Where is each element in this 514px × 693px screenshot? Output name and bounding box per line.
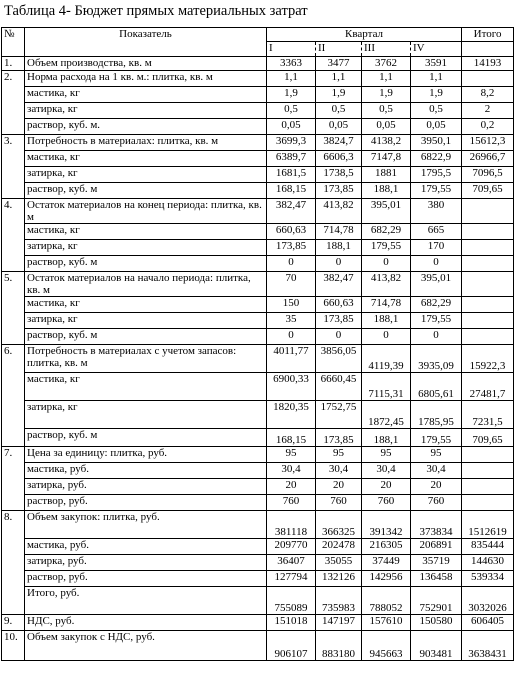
cell-q2: 188,1 [316, 240, 362, 256]
row-number: 8. [2, 511, 25, 615]
table-row [2, 151, 514, 167]
header-indicator: Показатель [25, 28, 267, 57]
table-row [2, 224, 514, 240]
cell-q1: 1,9 [267, 87, 316, 103]
cell-q1: 1681,5 [267, 167, 316, 183]
cell-q3: 788052 [362, 587, 411, 615]
cell-q4: 35719 [411, 555, 462, 571]
cell-q2: 0,5 [316, 103, 362, 119]
cell-total: 1512619 [462, 511, 514, 539]
header-quarter: Квартал [267, 28, 462, 42]
cell-total: 15922,3 [462, 345, 514, 373]
cell-q3: 0 [362, 256, 411, 272]
cell-q2: 883180 [316, 631, 362, 661]
cell-q1: 906107 [267, 631, 316, 661]
cell-q1: 382,47 [267, 199, 316, 224]
cell-q1: 0 [267, 256, 316, 272]
row-label: мастика, кг [25, 373, 267, 401]
row-label: раствор, куб. м. [25, 119, 267, 135]
row-label: затирка, руб. [25, 479, 267, 495]
cell-q4: 20 [411, 479, 462, 495]
cell-q4: 1,9 [411, 87, 462, 103]
cell-q1: 95 [267, 447, 316, 463]
header-total: Итого [462, 28, 514, 42]
cell-q2: 413,82 [316, 199, 362, 224]
cell-q3: 188,1 [362, 313, 411, 329]
cell-q1: 381118 [267, 511, 316, 539]
cell-total: 709,65 [462, 183, 514, 199]
cell-q2: 382,47 [316, 272, 362, 297]
cell-total: 14193 [462, 57, 514, 71]
row-label: Норма расхода на 1 кв. м.: плитка, кв. м [25, 71, 267, 87]
cell-total: 27481,7 [462, 373, 514, 401]
cell-q1: 36407 [267, 555, 316, 571]
cell-q3: 157610 [362, 615, 411, 631]
cell-q1: 660,63 [267, 224, 316, 240]
cell-q4: 179,55 [411, 183, 462, 199]
table-row [2, 373, 514, 401]
cell-total: 709,65 [462, 429, 514, 447]
cell-q4: 682,29 [411, 297, 462, 313]
cell-q3: 1,1 [362, 71, 411, 87]
cell-q3: 7147,8 [362, 151, 411, 167]
cell-total: 15612,3 [462, 135, 514, 151]
row-label: Цена за единицу: плитка, руб. [25, 447, 267, 463]
cell-q4: 1,1 [411, 71, 462, 87]
cell-q2: 735983 [316, 587, 362, 615]
table-row [2, 615, 514, 631]
cell-q4: 3950,1 [411, 135, 462, 151]
cell-q3: 20 [362, 479, 411, 495]
row-number: 2. [2, 71, 25, 135]
cell-q2: 95 [316, 447, 362, 463]
cell-q2: 1738,5 [316, 167, 362, 183]
cell-q4: 136458 [411, 571, 462, 587]
cell-q3: 3762 [362, 57, 411, 71]
cell-q3: 188,1 [362, 183, 411, 199]
cell-q4: 150580 [411, 615, 462, 631]
table-row [2, 479, 514, 495]
row-label: затирка, кг [25, 240, 267, 256]
cell-q4: 380 [411, 199, 462, 224]
cell-q4: 0,05 [411, 119, 462, 135]
cell-q4: 1795,5 [411, 167, 462, 183]
cell-q4: 179,55 [411, 429, 462, 447]
row-number: 6. [2, 345, 25, 447]
row-label: Объем закупок с НДС, руб. [25, 631, 267, 661]
cell-q2: 6606,3 [316, 151, 362, 167]
cell-q3: 945663 [362, 631, 411, 661]
table-row [2, 429, 514, 447]
row-number: 7. [2, 447, 25, 511]
header-q4: IV [411, 42, 462, 57]
cell-q2: 173,85 [316, 429, 362, 447]
cell-q2: 202478 [316, 539, 362, 555]
row-number: 10. [2, 631, 25, 661]
cell-total: 606405 [462, 615, 514, 631]
row-label: затирка, кг [25, 167, 267, 183]
row-label: Потребность в материалах: плитка, кв. м [25, 135, 267, 151]
cell-q1: 168,15 [267, 429, 316, 447]
cell-q3: 4138,2 [362, 135, 411, 151]
table-row [2, 539, 514, 555]
cell-q2: 760 [316, 495, 362, 511]
table-row [2, 463, 514, 479]
cell-q2: 714,78 [316, 224, 362, 240]
cell-total: 0,2 [462, 119, 514, 135]
table-caption: Таблица 4- Бюджет прямых материальных затрат [4, 3, 308, 19]
header-q3: III [362, 42, 411, 57]
cell-q4: 206891 [411, 539, 462, 555]
cell-q4: 395,01 [411, 272, 462, 297]
cell-q3: 1881 [362, 167, 411, 183]
cell-total [462, 224, 514, 240]
cell-total: 8,2 [462, 87, 514, 103]
row-label: раствор, руб. [25, 495, 267, 511]
cell-total [462, 297, 514, 313]
cell-q3: 395,01 [362, 199, 411, 224]
row-label: мастика, руб. [25, 539, 267, 555]
cell-q1: 6389,7 [267, 151, 316, 167]
cell-q1: 760 [267, 495, 316, 511]
cell-q2: 3856,05 [316, 345, 362, 373]
cell-q1: 173,85 [267, 240, 316, 256]
row-number: 5. [2, 272, 25, 345]
cell-total: 26966,7 [462, 151, 514, 167]
cell-q4: 0 [411, 329, 462, 345]
cell-total [462, 463, 514, 479]
row-label: затирка, кг [25, 313, 267, 329]
cell-q4: 0 [411, 256, 462, 272]
cell-q4: 760 [411, 495, 462, 511]
cell-q4: 1785,95 [411, 401, 462, 429]
cell-q4: 6805,61 [411, 373, 462, 401]
table-row [2, 631, 514, 661]
cell-q3: 714,78 [362, 297, 411, 313]
cell-q2: 20 [316, 479, 362, 495]
row-label: Остаток материалов на начало периода: плитка, кв. м [25, 272, 267, 297]
cell-q2: 0 [316, 329, 362, 345]
row-label: раствор, руб. [25, 571, 267, 587]
cell-q1: 755089 [267, 587, 316, 615]
table-row [2, 256, 514, 272]
row-label: мастика, руб. [25, 463, 267, 479]
cell-q1: 150 [267, 297, 316, 313]
cell-q4: 373834 [411, 511, 462, 539]
cell-q2: 3477 [316, 57, 362, 71]
cell-q1: 0 [267, 329, 316, 345]
cell-q3: 1,9 [362, 87, 411, 103]
row-label: мастика, кг [25, 297, 267, 313]
cell-total [462, 329, 514, 345]
cell-q3: 0,5 [362, 103, 411, 119]
row-label: раствор, куб. м [25, 429, 267, 447]
cell-total: 144630 [462, 555, 514, 571]
cell-total [462, 240, 514, 256]
cell-q3: 142956 [362, 571, 411, 587]
cell-q2: 1,1 [316, 71, 362, 87]
cell-q3: 760 [362, 495, 411, 511]
row-label: раствор, куб. м [25, 256, 267, 272]
cell-q4: 903481 [411, 631, 462, 661]
cell-q3: 413,82 [362, 272, 411, 297]
cell-q3: 216305 [362, 539, 411, 555]
row-label: мастика, кг [25, 87, 267, 103]
cell-q3: 30,4 [362, 463, 411, 479]
cell-q3: 7115,31 [362, 373, 411, 401]
cell-q1: 1,1 [267, 71, 316, 87]
table-row [2, 313, 514, 329]
cell-q3: 0,05 [362, 119, 411, 135]
cell-q2: 173,85 [316, 183, 362, 199]
cell-q1: 168,15 [267, 183, 316, 199]
cell-q4: 0,5 [411, 103, 462, 119]
cell-q1: 30,4 [267, 463, 316, 479]
table-row [2, 119, 514, 135]
cell-q1: 20 [267, 479, 316, 495]
table-row [2, 447, 514, 463]
cell-total [462, 272, 514, 297]
cell-total: 7231,5 [462, 401, 514, 429]
cell-q1: 209770 [267, 539, 316, 555]
cell-q4: 3591 [411, 57, 462, 71]
cell-q1: 127794 [267, 571, 316, 587]
row-number: 4. [2, 199, 25, 272]
cell-total: 3032026 [462, 587, 514, 615]
table-row [2, 272, 514, 297]
cell-q2: 0,05 [316, 119, 362, 135]
cell-q3: 682,29 [362, 224, 411, 240]
cell-q2: 3824,7 [316, 135, 362, 151]
table-row [2, 167, 514, 183]
row-label: Остаток материалов на конец периода: плитка, кв. м [25, 199, 267, 224]
row-label: Объем производства, кв. м [25, 57, 267, 71]
cell-q4: 170 [411, 240, 462, 256]
cell-q1: 3363 [267, 57, 316, 71]
cell-q4: 665 [411, 224, 462, 240]
table-row [2, 71, 514, 87]
cell-q4: 752901 [411, 587, 462, 615]
table-row [2, 329, 514, 345]
cell-q1: 6900,33 [267, 373, 316, 401]
cell-q1: 1820,35 [267, 401, 316, 429]
cell-q1: 4011,77 [267, 345, 316, 373]
cell-q4: 3935,09 [411, 345, 462, 373]
header-row [2, 28, 514, 42]
table-row [2, 57, 514, 71]
cell-q1: 151018 [267, 615, 316, 631]
cell-q2: 0 [316, 256, 362, 272]
table-row [2, 297, 514, 313]
material-budget-table [1, 27, 514, 661]
cell-q2: 660,63 [316, 297, 362, 313]
table-row [2, 495, 514, 511]
cell-q2: 1,9 [316, 87, 362, 103]
cell-total [462, 256, 514, 272]
cell-q2: 132126 [316, 571, 362, 587]
cell-total [462, 313, 514, 329]
cell-total: 539334 [462, 571, 514, 587]
cell-total [462, 479, 514, 495]
table-row [2, 345, 514, 373]
cell-total: 3638431 [462, 631, 514, 661]
table-row [2, 555, 514, 571]
cell-q3: 188,1 [362, 429, 411, 447]
cell-total: 2 [462, 103, 514, 119]
table-row [2, 135, 514, 151]
row-label: Итого, руб. [25, 587, 267, 615]
row-number: 3. [2, 135, 25, 199]
table-row [2, 199, 514, 224]
header-q1: I [267, 42, 316, 57]
header-total-empty [462, 42, 514, 57]
row-label: раствор, куб. м [25, 329, 267, 345]
header-no: № [2, 28, 25, 57]
table-row [2, 571, 514, 587]
cell-q2: 6660,45 [316, 373, 362, 401]
cell-q2: 173,85 [316, 313, 362, 329]
cell-q1: 0,5 [267, 103, 316, 119]
cell-q1: 0,05 [267, 119, 316, 135]
cell-q3: 0 [362, 329, 411, 345]
row-label: затирка, руб. [25, 555, 267, 571]
cell-q1: 3699,3 [267, 135, 316, 151]
cell-q3: 37449 [362, 555, 411, 571]
row-label: мастика, кг [25, 224, 267, 240]
table-row [2, 587, 514, 615]
table-row [2, 87, 514, 103]
row-label: Потребность в материалах с учетом запасов: плитка, кв. м [25, 345, 267, 373]
row-label: затирка, кг [25, 103, 267, 119]
row-label: затирка, кг [25, 401, 267, 429]
cell-q4: 179,55 [411, 313, 462, 329]
row-label: НДС, руб. [25, 615, 267, 631]
cell-q4: 6822,9 [411, 151, 462, 167]
cell-q1: 35 [267, 313, 316, 329]
row-label: мастика, кг [25, 151, 267, 167]
cell-q1: 70 [267, 272, 316, 297]
cell-q2: 366325 [316, 511, 362, 539]
cell-q3: 179,55 [362, 240, 411, 256]
row-label: Объем закупок: плитка, руб. [25, 511, 267, 539]
cell-total [462, 495, 514, 511]
cell-q3: 95 [362, 447, 411, 463]
cell-q2: 35055 [316, 555, 362, 571]
cell-q4: 30,4 [411, 463, 462, 479]
header-q2: II [316, 42, 362, 57]
row-number: 1. [2, 57, 25, 71]
cell-q3: 391342 [362, 511, 411, 539]
table-row [2, 103, 514, 119]
cell-q2: 1752,75 [316, 401, 362, 429]
cell-total: 7096,5 [462, 167, 514, 183]
cell-total [462, 71, 514, 87]
table-row [2, 401, 514, 429]
cell-total: 835444 [462, 539, 514, 555]
cell-q3: 1872,45 [362, 401, 411, 429]
row-label: раствор, куб. м [25, 183, 267, 199]
cell-total [462, 199, 514, 224]
row-number: 9. [2, 615, 25, 631]
table-row [2, 511, 514, 539]
cell-total [462, 447, 514, 463]
cell-q2: 30,4 [316, 463, 362, 479]
cell-q4: 95 [411, 447, 462, 463]
cell-q2: 147197 [316, 615, 362, 631]
table-row [2, 183, 514, 199]
cell-q3: 4119,39 [362, 345, 411, 373]
table-row [2, 240, 514, 256]
